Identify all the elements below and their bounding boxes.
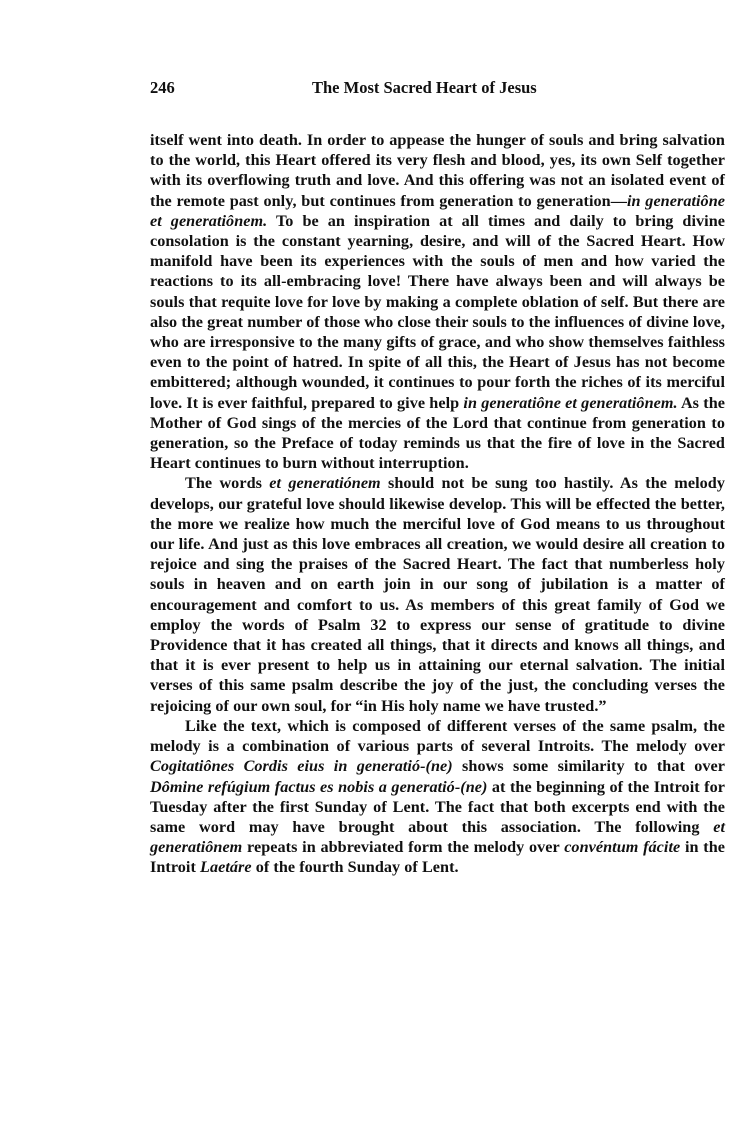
text-run: shows some similarity to that over [452, 757, 726, 776]
page-number: 246 [150, 78, 175, 97]
paragraph-1 [150, 130, 725, 473]
text-run: The words [185, 474, 270, 493]
text-run: itself went into death. In order to appease the hunger of souls and bring salvation to the world, this Heart offered its very flesh and blood, yes, its own Self together with its overflowing truth and love. And this offering was not an isolated event of the remote past only, but continues from generation to generation— [150, 131, 725, 210]
text-run: should not be sung too hastily. As the melody develops, our grateful love should likewise develop. This will be effected the better, the more we realize how much the merciful love of God means to us throughout our life. And just as this love embraces all creation, we would desire all creation to rejoice and sing the praises of the Sacred Heart. The fact that numberless holy souls in heaven and on earth join in our song of jubilation is a matter of encouragement and comfort to us. As members of this great family of God we employ the words of Psalm 32 to express our sense of gratitude to divine Providence that it has created all things, that it directs and knows all things, and that it is ever present to help us in attaining our eternal salvation. The initial verses of this same psalm describe the joy of the just, the concluding verses the rejoicing of our own soul, for “in His holy name we have trusted.” [150, 474, 725, 715]
latin-phrase: convéntum fácite [564, 838, 681, 857]
text-run: of the fourth Sunday of Lent. [251, 858, 459, 877]
latin-phrase: Cogitatiônes Cordis eius in generatió-(ne) [150, 757, 453, 776]
paragraph-3 [150, 716, 725, 878]
latin-phrase: Laetáre [200, 858, 252, 877]
text-run: To be an inspiration at all times and daily to bring divine consolation is the constant yearning, desire, and will of the Sacred Heart. How manifold have been its experiences with the souls of men and how varied the reactions to its all-embracing love! There have always been and will always be souls that requite love for love by making a complete oblation of self. But there are also the great number of those who close their souls to the influences of divine love, who are irresponsive to the many gifts of grace, and who show themselves faithless even to the point of hatred. In spite of all this, the Heart of Jesus has not become embittered; although wounded, it continues to pour forth the riches of its merciful love. It is ever faithful, prepared to give help [150, 211, 725, 412]
text-run: Like the text, which is composed of different verses of the same psalm, the melody is a combination of various parts of several Introits. The melody over [150, 716, 725, 756]
text-run: at the beginning of the Introit for Tuesday after the first Sunday of Lent. The fact that both excerpts end with the same word may have brought about this association. The following [150, 777, 725, 836]
text-run: As the Mother of God sings of the mercies of the Lord that continue from generation to generation, so the Preface of today reminds us that the fire of love in the Sacred Heart continues to burn without interruption. [150, 393, 725, 473]
latin-phrase: et generatiônem [150, 817, 725, 857]
page-header [150, 78, 730, 102]
latin-phrase: et generatiónem [269, 474, 381, 493]
latin-phrase: in generatiône et generatiônem. [150, 191, 725, 230]
latin-phrase: in generatiône et generatiônem. [463, 393, 678, 412]
paragraph-2 [150, 473, 725, 715]
text-run: repeats in abbreviated form the melody over [242, 838, 565, 857]
body-text [150, 130, 725, 878]
text-run: in the Introit [150, 838, 725, 877]
latin-phrase: Dômine refúgium factus es nobis a generatió-(ne) [150, 777, 488, 796]
running-title: The Most Sacred Heart of Jesus [312, 78, 537, 97]
